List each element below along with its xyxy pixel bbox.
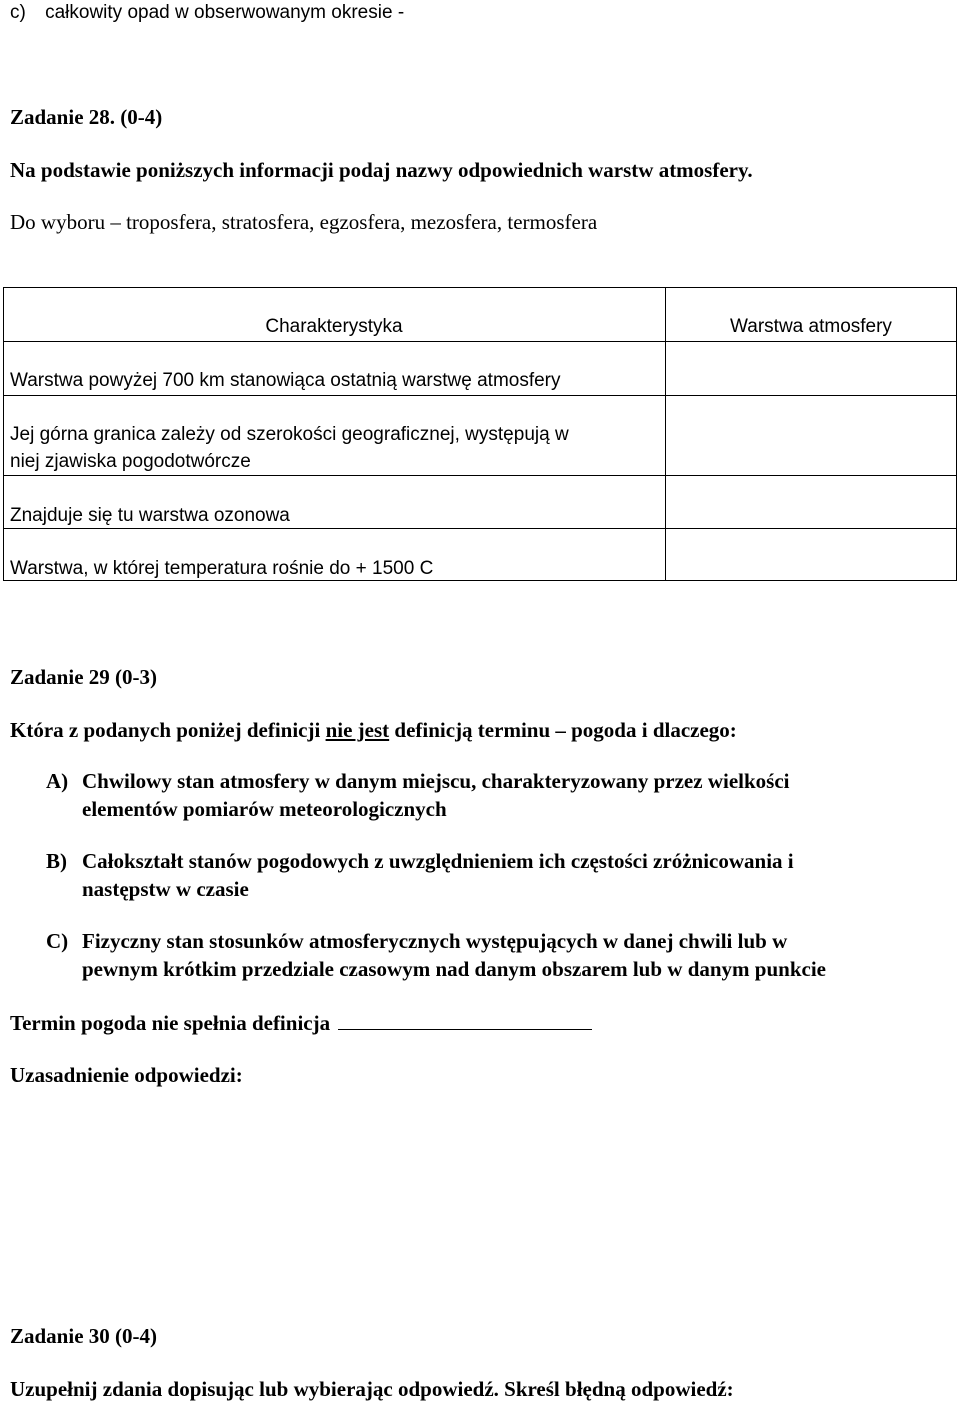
layers-table: [3, 287, 957, 581]
option-a-line1: Chwilowy stan atmosfery w danym miejscu, charakteryzowany przez wielkości: [82, 769, 790, 793]
option-c-text: [82, 927, 932, 983]
option-a-letter: A): [46, 769, 69, 793]
task29-question-emphasis: nie jest: [325, 718, 390, 742]
option-c-line2: pewnym krótkim przedziale czasowym nad danym obszarem lub w danym punkcie: [82, 957, 826, 981]
task30-title: Zadanie 30 (0-4): [10, 1324, 157, 1348]
option-a-line2: elementów pomiarów meteorologicznych: [82, 797, 447, 821]
item-c: [10, 0, 404, 26]
task29-answer-label: Termin pogoda nie spełnia definicja: [10, 1011, 331, 1035]
table-row-4-text: Warstwa, w której temperatura rośnie do + 1500 C: [10, 558, 434, 579]
table-answer-cell-3[interactable]: [666, 476, 956, 528]
table-row-1-text: Warstwa powyżej 700 km stanowiąca ostatnią warstwę atmosfery: [10, 370, 561, 391]
task28-choices: Do wyboru – troposfera, stratosfera, egzosfera, mezosfera, termosfera: [10, 210, 598, 234]
task29-justification-label: Uzasadnienie odpowiedzi:: [10, 1063, 243, 1087]
task29-answer-blank[interactable]: [338, 1009, 592, 1030]
table-border-top: [3, 287, 957, 288]
task30-instruction: Uzupełnij zdania dopisując lub wybierając odpowiedź. Skreśl błędną odpowiedź:: [10, 1377, 734, 1401]
option-c-letter: C): [46, 929, 69, 953]
option-b-text: [82, 847, 932, 903]
option-a-text: [82, 767, 932, 823]
table-header-characteristic: Charakterystyka: [265, 316, 403, 337]
table-answer-cell-2[interactable]: [666, 396, 956, 475]
task29-question: [10, 717, 737, 743]
table-header-layer: Warstwa atmosfery: [730, 316, 892, 337]
task29-question-part2: definicją terminu – pogoda i dlaczego:: [389, 718, 737, 742]
task28-instruction: Na podstawie poniższych informacji podaj nazwy odpowiednich warstw atmosfery.: [10, 158, 753, 182]
task29-title: Zadanie 29 (0-3): [10, 665, 157, 689]
option-b-line2: następstw w czasie: [82, 877, 249, 901]
option-b-letter: B): [46, 849, 67, 873]
table-border-right: [956, 287, 957, 581]
table-answer-cell-1[interactable]: [666, 342, 956, 395]
table-row-2-text-cont: niej zjawiska pogodotwórcze: [10, 451, 251, 472]
item-c-text: całkowity opad w obserwowanym okresie -: [45, 2, 405, 23]
table-row-2-text: Jej górna granica zależy od szerokości geograficznej, występują w: [10, 424, 569, 445]
task29-question-part1: Która z podanych poniżej definicji: [10, 718, 326, 742]
option-b-line1: Całokształt stanów pogodowych z uwzględnieniem ich częstości zróżnicowania i: [82, 849, 794, 873]
item-c-letter: c): [10, 2, 26, 23]
task28-title: Zadanie 28. (0-4): [10, 105, 163, 129]
table-row-3-text: Znajduje się tu warstwa ozonowa: [10, 505, 290, 526]
option-c-line1: Fizyczny stan stosunków atmosferycznych występujących w danej chwili lub w: [82, 929, 788, 953]
table-answer-cell-4[interactable]: [666, 529, 956, 580]
task29-answer-row: [10, 1009, 592, 1036]
